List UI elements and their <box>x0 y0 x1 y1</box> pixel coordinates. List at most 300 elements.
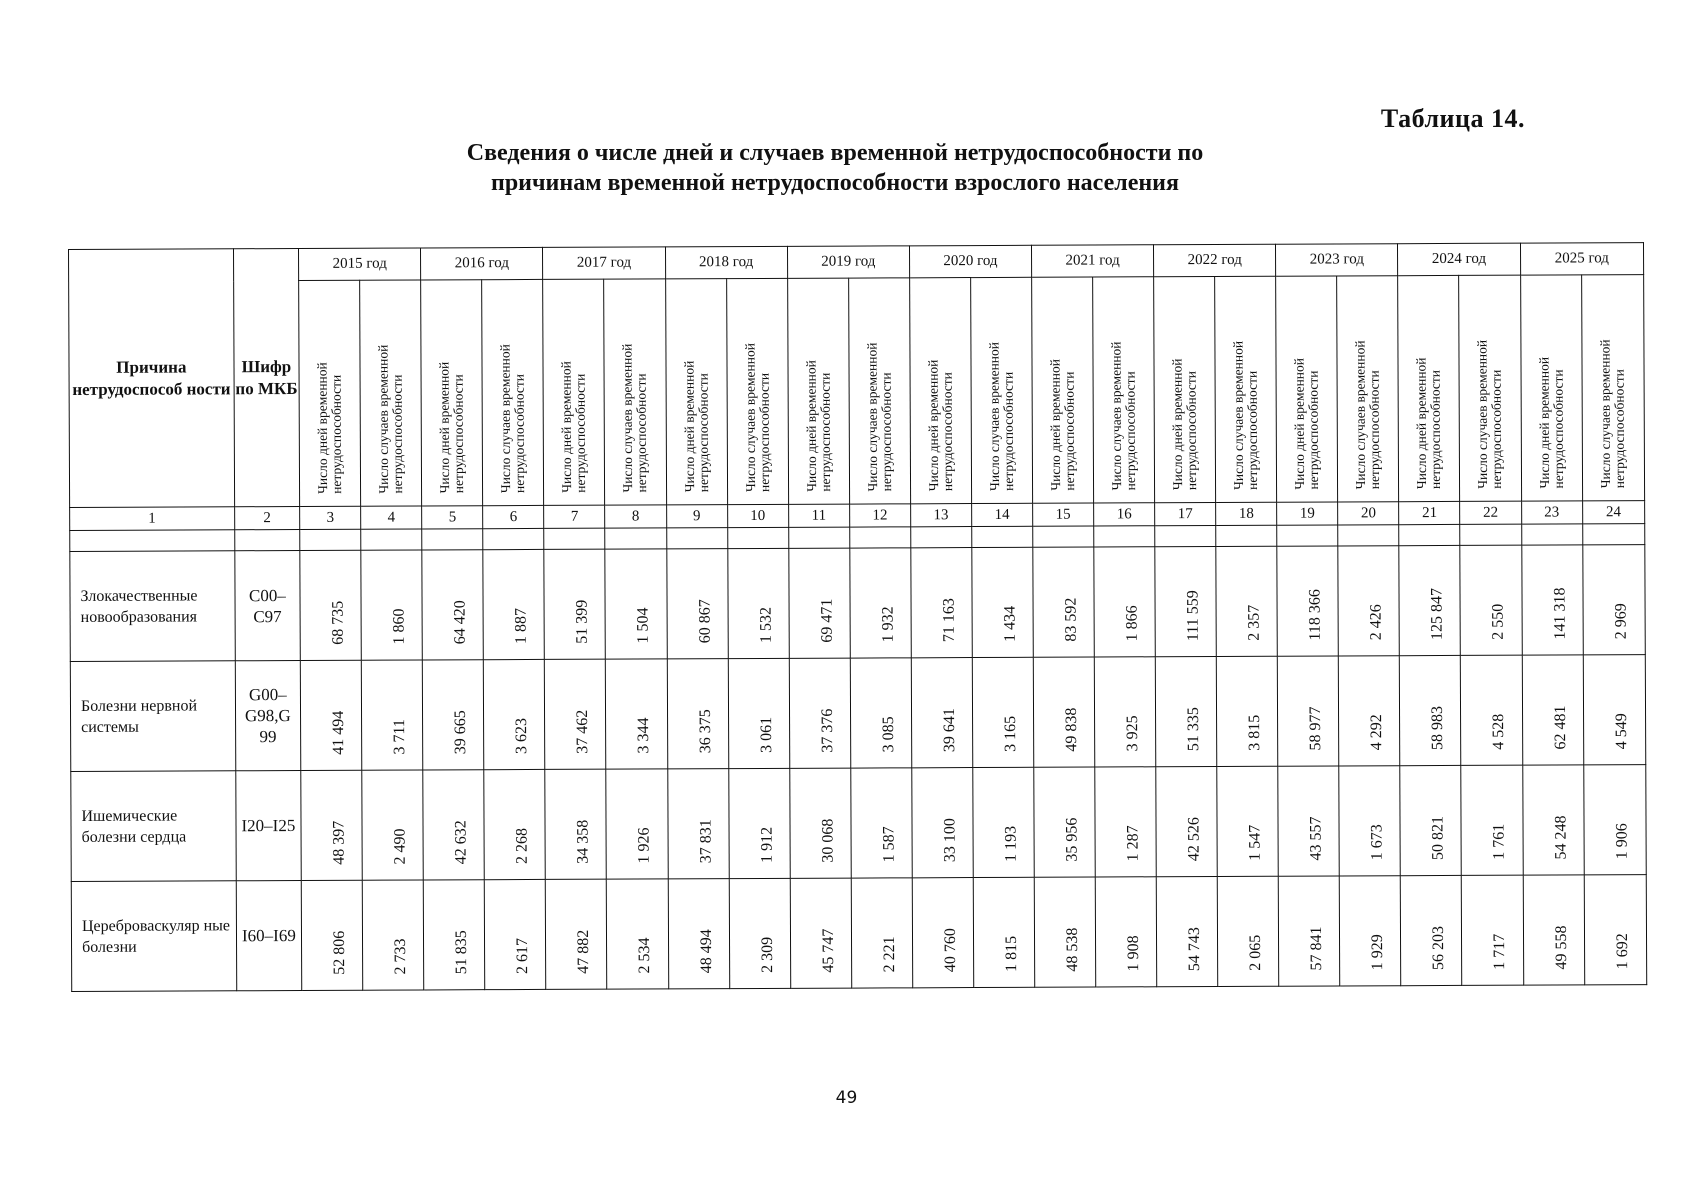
value-wrapper <box>728 549 789 658</box>
cases-value-cell <box>484 659 546 769</box>
days-value-cell <box>788 548 850 658</box>
value-wrapper <box>1279 876 1340 985</box>
value-text: 34 358 <box>574 819 593 864</box>
value-wrapper <box>1400 656 1461 765</box>
value-wrapper <box>1278 766 1339 875</box>
cases-value-cell <box>1583 765 1646 875</box>
value-text: 36 375 <box>696 709 714 754</box>
spacer-cell <box>1033 526 1094 547</box>
days-value-cell <box>545 769 607 879</box>
sick-leave-table <box>68 242 1647 992</box>
value-text: 4 549 <box>1613 713 1631 750</box>
cause-cell: Злокачественные новообразования <box>70 551 235 662</box>
value-text: 2 426 <box>1367 604 1386 641</box>
column-number: 4 <box>361 506 422 529</box>
vertical-header-text: Число случаев временной нетрудоспособности <box>1352 339 1383 489</box>
cases-value-cell <box>729 878 791 988</box>
value-text: 68 735 <box>329 600 347 645</box>
cases-value-cell <box>483 549 545 659</box>
header-cases <box>726 278 788 504</box>
vertical-header-text: Число случаев временной нетрудоспособности <box>1108 340 1139 490</box>
value-text: 118 366 <box>1306 589 1324 641</box>
cases-value-cell <box>1217 766 1279 876</box>
days-value-cell <box>1400 765 1462 875</box>
spacer-cell <box>1338 525 1399 546</box>
table-row <box>71 765 1646 882</box>
value-wrapper <box>1523 875 1584 984</box>
value-text: 37 376 <box>818 708 836 753</box>
value-text: 41 494 <box>330 710 348 755</box>
value-text: 2 357 <box>1245 604 1263 641</box>
value-text: 1 932 <box>879 606 897 643</box>
vertical-header-text: Число дней временной нетрудоспособности <box>1291 357 1322 490</box>
column-number: 11 <box>788 504 849 527</box>
cases-value-cell <box>1095 877 1157 987</box>
value-wrapper <box>424 880 485 989</box>
value-wrapper <box>1339 656 1400 765</box>
value-text: 51 399 <box>573 599 592 644</box>
days-value-cell <box>789 658 851 768</box>
value-wrapper <box>1096 877 1157 986</box>
value-text: 4 528 <box>1490 713 1508 750</box>
spacer-cell <box>788 527 849 548</box>
days-value-cell <box>300 660 362 770</box>
header-days <box>665 279 727 505</box>
value-wrapper <box>1278 546 1339 655</box>
cases-value-cell <box>484 769 546 879</box>
value-wrapper <box>607 879 668 988</box>
value-wrapper <box>606 549 667 658</box>
days-value-cell <box>1521 545 1583 655</box>
cases-value-cell <box>1584 875 1647 985</box>
vertical-header-text: Число случаев временной нетрудоспособности <box>986 341 1016 491</box>
vertical-header-text: Число случаев временной нетрудоспособности <box>1230 340 1261 490</box>
value-wrapper <box>973 658 1034 767</box>
value-text: 50 821 <box>1429 815 1448 861</box>
year-header: 2022 год <box>1154 244 1276 277</box>
value-wrapper <box>1583 545 1645 654</box>
value-text: 39 641 <box>940 708 959 753</box>
column-number: 14 <box>971 503 1032 526</box>
column-number: 1 <box>70 507 235 531</box>
value-text: 35 956 <box>1063 817 1081 862</box>
column-number: 17 <box>1155 502 1216 525</box>
spacer-cell <box>1399 524 1460 545</box>
spacer-cell <box>849 527 910 548</box>
days-value-cell <box>1033 547 1095 657</box>
value-wrapper <box>606 659 667 768</box>
year-header: 2020 год <box>909 245 1031 278</box>
cases-value-cell <box>1095 767 1157 877</box>
days-value-cell <box>1034 877 1096 987</box>
value-wrapper <box>668 879 729 988</box>
value-wrapper <box>1278 656 1339 765</box>
cases-value-cell <box>1094 657 1156 767</box>
value-text: 3 061 <box>757 716 775 753</box>
spacer-cell <box>1155 525 1216 546</box>
days-value-cell <box>1523 875 1585 985</box>
value-text: 1 532 <box>757 606 775 643</box>
days-value-cell <box>1277 546 1339 656</box>
value-wrapper <box>1217 767 1278 876</box>
column-number: 23 <box>1521 501 1582 524</box>
spacer-cell <box>1521 524 1582 545</box>
cases-value-cell <box>1583 655 1646 765</box>
value-wrapper <box>851 658 912 767</box>
cases-value-cell <box>973 877 1035 987</box>
column-number: 2 <box>234 506 300 529</box>
value-wrapper <box>1157 877 1218 986</box>
value-wrapper <box>1155 547 1216 656</box>
value-text: 64 420 <box>451 600 469 645</box>
value-text: 51 835 <box>453 930 471 975</box>
value-wrapper <box>362 660 423 769</box>
vertical-header-text: Число дней временной нетрудоспособности <box>803 359 833 492</box>
value-wrapper <box>1095 767 1156 876</box>
days-value-cell <box>1156 766 1218 876</box>
vertical-header-text: Число случаев временной нетрудоспособности <box>1474 339 1505 489</box>
value-wrapper <box>850 548 911 657</box>
value-wrapper <box>789 659 850 768</box>
header-days <box>1398 275 1460 501</box>
value-wrapper <box>546 880 607 989</box>
column-number: 12 <box>849 504 910 527</box>
value-text: 69 471 <box>818 598 836 643</box>
value-wrapper <box>667 659 728 768</box>
value-text: 3 165 <box>1001 715 1020 752</box>
header-cause: Причина нетрудоспособ ности <box>69 249 235 508</box>
vertical-header-text: Число случаев временной нетрудоспособности <box>864 342 894 492</box>
cases-value-cell <box>1582 545 1645 655</box>
days-value-cell <box>1278 876 1340 986</box>
days-value-cell <box>790 878 852 988</box>
document-title <box>330 138 1340 198</box>
cases-value-cell <box>1340 876 1402 986</box>
days-value-cell <box>912 878 974 988</box>
spacer-cell <box>666 528 727 549</box>
vertical-header-text: Число случаев временной нетрудоспособности <box>497 343 528 493</box>
value-wrapper <box>301 771 362 880</box>
column-number: 19 <box>1277 502 1338 525</box>
value-text: 1 926 <box>635 827 654 864</box>
column-number: 6 <box>483 505 544 528</box>
cases-value-cell <box>1461 655 1523 765</box>
days-value-cell <box>1278 656 1340 766</box>
cases-value-cell <box>606 769 668 879</box>
value-text: 39 665 <box>452 710 470 755</box>
column-number: 16 <box>1094 503 1155 526</box>
value-wrapper <box>1156 767 1217 876</box>
value-text: 2 550 <box>1490 603 1508 640</box>
value-text: 1 887 <box>512 607 531 645</box>
header-cases <box>848 278 910 504</box>
value-text: 1 504 <box>635 607 653 644</box>
value-wrapper <box>668 769 729 878</box>
days-value-cell <box>423 880 485 990</box>
value-wrapper <box>1035 878 1096 987</box>
value-wrapper <box>1462 876 1523 985</box>
value-text: 2 969 <box>1612 603 1630 640</box>
value-wrapper <box>423 660 484 769</box>
cases-value-cell <box>728 658 790 768</box>
value-wrapper <box>1034 658 1095 767</box>
cases-value-cell <box>850 548 912 658</box>
header-days <box>1032 277 1094 503</box>
header-days <box>299 280 361 506</box>
value-wrapper <box>362 770 423 879</box>
value-wrapper <box>607 769 668 878</box>
value-text: 57 841 <box>1308 926 1326 971</box>
value-text: 2 534 <box>636 937 654 974</box>
cause-cell: Ишемические болезни сердца <box>71 771 236 882</box>
cause-cell: Болезни нервной системы <box>70 661 235 772</box>
days-value-cell <box>545 659 607 769</box>
value-wrapper <box>972 548 1033 657</box>
value-text: 1 287 <box>1124 825 1142 862</box>
cases-value-cell <box>851 878 913 988</box>
value-text: 1 912 <box>758 826 776 863</box>
value-text: 1 673 <box>1368 824 1386 861</box>
value-wrapper <box>1523 765 1584 874</box>
value-text: 2 490 <box>391 828 409 865</box>
icd-code-cell: G00–G98,G 99 <box>235 660 301 770</box>
value-wrapper <box>484 550 545 659</box>
header-cases <box>1459 275 1521 501</box>
days-value-cell <box>1522 655 1584 765</box>
value-text: 62 481 <box>1551 705 1569 750</box>
value-text: 33 100 <box>941 818 959 863</box>
value-wrapper <box>728 659 789 768</box>
year-header: 2019 год <box>787 246 909 279</box>
header-days <box>543 279 605 505</box>
value-wrapper <box>1034 768 1095 877</box>
year-header: 2023 год <box>1276 244 1398 277</box>
days-value-cell <box>789 768 851 878</box>
column-number: 3 <box>300 506 361 529</box>
value-wrapper <box>1339 546 1400 655</box>
value-wrapper <box>911 548 972 657</box>
spacer-cell <box>727 527 788 548</box>
year-header: 2017 год <box>543 247 665 280</box>
value-wrapper <box>361 550 422 659</box>
value-text: 1 815 <box>1002 935 1021 972</box>
value-wrapper <box>1461 546 1522 655</box>
value-text: 60 867 <box>696 599 714 644</box>
value-text: 1 860 <box>390 608 408 645</box>
value-text: 3 085 <box>879 716 897 753</box>
table-number: Таблица 14. <box>1380 104 1525 133</box>
value-wrapper <box>790 769 851 878</box>
value-text: 1 761 <box>1490 823 1509 860</box>
cases-value-cell <box>850 768 912 878</box>
value-wrapper <box>1218 877 1279 986</box>
spacer-cell <box>234 529 300 550</box>
value-wrapper <box>851 768 912 877</box>
value-text: 56 203 <box>1430 925 1448 971</box>
days-value-cell <box>301 770 363 880</box>
cases-value-cell <box>362 770 424 880</box>
value-wrapper <box>423 550 484 659</box>
value-text: 3 815 <box>1246 714 1264 751</box>
value-wrapper <box>729 769 790 878</box>
vertical-header-text: Число случаев временной нетрудоспособности <box>375 344 406 494</box>
spacer-cell <box>544 528 605 549</box>
year-header: 2025 год <box>1520 243 1644 276</box>
cases-value-cell <box>1339 656 1401 766</box>
spacer-cell <box>483 528 544 549</box>
header-days <box>1520 275 1582 501</box>
value-wrapper <box>1522 545 1583 654</box>
column-number: 18 <box>1216 502 1277 525</box>
column-number: 15 <box>1033 503 1094 526</box>
spacer-cell <box>70 530 235 552</box>
cause-cell: Цереброваскуляр ные болезни <box>71 881 236 992</box>
spacer-cell <box>361 529 422 550</box>
days-value-cell <box>422 550 484 660</box>
value-text: 1 906 <box>1613 823 1631 860</box>
cases-value-cell <box>972 657 1034 767</box>
days-value-cell <box>423 770 485 880</box>
cases-value-cell <box>972 547 1034 657</box>
value-wrapper <box>484 660 545 769</box>
value-wrapper <box>974 878 1035 987</box>
value-wrapper <box>912 768 973 877</box>
value-text: 1 929 <box>1369 934 1387 971</box>
value-text: 37 462 <box>574 709 592 754</box>
header-cases <box>1215 276 1277 502</box>
spacer-cell <box>972 526 1033 547</box>
header-cases <box>482 279 544 505</box>
vertical-header-text: Число дней временной нетрудоспособности <box>1413 356 1444 489</box>
value-text: 2 617 <box>514 937 532 975</box>
value-text: 52 806 <box>331 930 349 975</box>
value-text: 30 068 <box>819 818 837 863</box>
days-value-cell <box>912 768 974 878</box>
value-wrapper <box>545 660 606 769</box>
value-text: 2 065 <box>1247 934 1265 971</box>
column-number: 9 <box>666 505 727 528</box>
value-text: 58 983 <box>1429 705 1447 751</box>
value-wrapper <box>300 551 361 660</box>
days-value-cell <box>911 658 973 768</box>
days-value-cell <box>1156 876 1218 986</box>
value-wrapper <box>973 768 1034 877</box>
value-wrapper <box>1217 657 1278 766</box>
days-value-cell <box>1399 545 1461 655</box>
value-wrapper <box>1584 875 1646 984</box>
days-value-cell <box>1034 767 1096 877</box>
days-value-cell <box>423 660 485 770</box>
days-value-cell <box>1400 655 1462 765</box>
value-text: 1 717 <box>1491 933 1509 970</box>
value-text: 125 847 <box>1428 587 1447 641</box>
header-days <box>421 280 483 506</box>
header-days <box>1276 276 1338 502</box>
value-text: 2 268 <box>513 827 532 865</box>
days-value-cell <box>667 769 729 879</box>
value-text: 48 397 <box>330 820 348 865</box>
column-number: 24 <box>1582 501 1645 524</box>
value-text: 2 221 <box>880 936 898 973</box>
value-text: 47 882 <box>575 929 593 974</box>
cases-value-cell <box>1339 766 1401 876</box>
value-text: 1 547 <box>1246 824 1264 861</box>
header-cases <box>1337 276 1399 502</box>
value-wrapper <box>789 549 850 658</box>
value-text: 1 908 <box>1125 935 1143 972</box>
table-row <box>70 545 1645 662</box>
cases-value-cell <box>1216 546 1278 656</box>
value-text: 2 309 <box>758 936 776 973</box>
value-text: 48 494 <box>697 929 715 974</box>
value-text: 4 292 <box>1368 714 1386 751</box>
header-cases <box>360 280 422 506</box>
spacer-cell <box>1582 524 1645 545</box>
value-text: 1 866 <box>1123 605 1141 642</box>
value-text: 49 838 <box>1062 707 1081 752</box>
value-text: 83 592 <box>1062 597 1080 642</box>
cases-value-cell <box>361 550 423 660</box>
header-days <box>787 278 849 504</box>
value-wrapper <box>667 549 728 658</box>
value-wrapper <box>1216 547 1277 656</box>
value-text: 1 434 <box>1001 605 1019 642</box>
cases-value-cell <box>1217 876 1279 986</box>
value-text: 1 193 <box>1002 825 1020 862</box>
column-number: 5 <box>422 506 483 529</box>
column-number: 10 <box>727 504 788 527</box>
column-number: 21 <box>1399 501 1460 524</box>
icd-code-cell: I60–I69 <box>236 880 302 990</box>
spacer-cell <box>300 529 361 550</box>
page-number: 49 <box>835 1088 858 1108</box>
value-text: 3 711 <box>391 719 409 755</box>
value-text: 1 587 <box>880 826 898 863</box>
icd-code-cell: C00–C97 <box>234 550 300 660</box>
vertical-header-text: Число дней временной нетрудоспособности <box>436 361 467 493</box>
title-line-2: причинам временной нетрудоспособности взрослого населения <box>491 170 1179 196</box>
header-code: Шифр по МКБ <box>233 248 300 506</box>
cases-value-cell <box>973 767 1035 877</box>
value-wrapper <box>546 770 607 879</box>
cases-value-cell <box>1216 656 1278 766</box>
spacer-cell <box>1460 524 1521 545</box>
days-value-cell <box>300 550 362 660</box>
days-value-cell <box>546 879 608 989</box>
vertical-header-text: Число случаев временной нетрудоспособности <box>619 343 650 493</box>
value-wrapper <box>301 661 362 770</box>
spacer-cell <box>422 529 483 550</box>
vertical-header-text: Число случаев временной нетрудоспособности <box>1597 338 1628 488</box>
year-header: 2018 год <box>665 246 787 279</box>
vertical-header-text: Число дней временной нетрудоспособности <box>681 360 711 492</box>
value-text: 42 632 <box>452 820 470 865</box>
value-wrapper <box>1094 547 1155 656</box>
value-wrapper <box>1033 548 1094 657</box>
value-wrapper <box>912 658 973 767</box>
spacer-cell <box>1216 525 1277 546</box>
cases-value-cell <box>606 659 668 769</box>
column-number: 22 <box>1460 501 1521 524</box>
year-header: 2016 год <box>421 247 543 280</box>
vertical-header-text: Число дней временной нетрудоспособности <box>1169 358 1200 490</box>
cases-value-cell <box>1462 875 1524 985</box>
days-value-cell <box>668 879 730 989</box>
cases-value-cell <box>850 658 912 768</box>
value-wrapper <box>1584 765 1646 874</box>
cases-value-cell <box>1461 765 1523 875</box>
cases-value-cell <box>728 768 790 878</box>
